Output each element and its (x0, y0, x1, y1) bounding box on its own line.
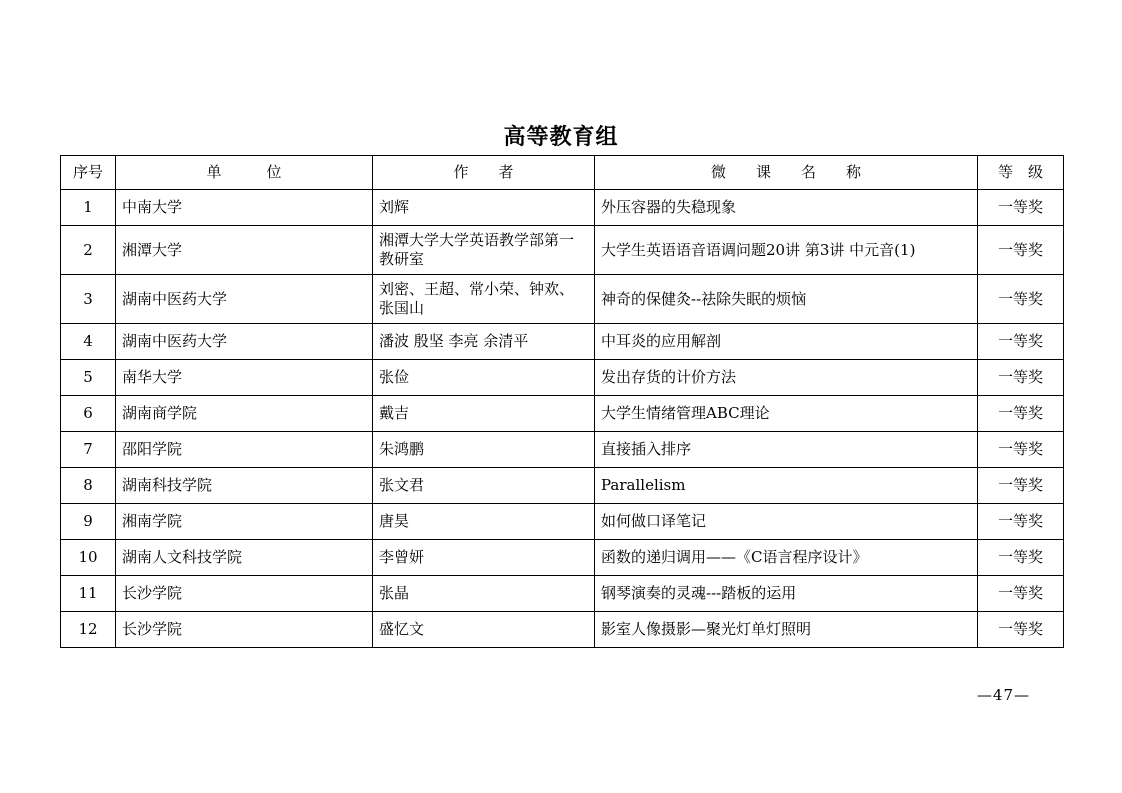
row-grade: 一等奖 (978, 360, 1064, 396)
table-row (61, 576, 1064, 612)
table-row (61, 612, 1064, 648)
row-index: 11 (61, 576, 116, 612)
row-index: 9 (61, 504, 116, 540)
row-unit: 湘南学院 (116, 504, 373, 540)
row-course: 外压容器的失稳现象 (595, 190, 978, 226)
row-grade: 一等奖 (978, 396, 1064, 432)
row-grade: 一等奖 (978, 540, 1064, 576)
row-grade: 一等奖 (978, 275, 1064, 324)
row-course: 如何做口译笔记 (595, 504, 978, 540)
row-course: 大学生英语语音语调问题20讲 第3讲 中元音(1) (595, 226, 978, 275)
header-author: 作 者 (373, 156, 595, 190)
table-row (61, 226, 1064, 275)
row-course: 直接插入排序 (595, 432, 978, 468)
header-course: 微 课 名 称 (595, 156, 978, 190)
row-grade: 一等奖 (978, 226, 1064, 275)
row-course: 发出存货的计价方法 (595, 360, 978, 396)
table-row (61, 468, 1064, 504)
header-index: 序号 (61, 156, 116, 190)
row-grade: 一等奖 (978, 468, 1064, 504)
row-course: 函数的递归调用——《C语言程序设计》 (595, 540, 978, 576)
row-grade: 一等奖 (978, 432, 1064, 468)
row-index: 1 (61, 190, 116, 226)
row-course: 钢琴演奏的灵魂---踏板的运用 (595, 576, 978, 612)
page-title: 高等教育组 (503, 125, 619, 150)
table-row (61, 540, 1064, 576)
row-unit: 湖南商学院 (116, 396, 373, 432)
row-grade: 一等奖 (978, 504, 1064, 540)
row-author: 湘潭大学大学英语教学部第一教研室 (373, 226, 595, 275)
row-course: 影室人像摄影—聚光灯单灯照明 (595, 612, 978, 648)
table-row (61, 324, 1064, 360)
row-author: 李曾妍 (373, 540, 595, 576)
header-grade: 等 级 (978, 156, 1064, 190)
table-row (61, 504, 1064, 540)
table-row (61, 360, 1064, 396)
row-unit: 中南大学 (116, 190, 373, 226)
row-unit: 湘潭大学 (116, 226, 373, 275)
table-row (61, 396, 1064, 432)
row-course: Parallelism (595, 468, 978, 504)
row-author: 戴吉 (373, 396, 595, 432)
row-course: 中耳炎的应用解剖 (595, 324, 978, 360)
row-index: 3 (61, 275, 116, 324)
row-author: 刘辉 (373, 190, 595, 226)
row-author: 朱鸿鹏 (373, 432, 595, 468)
row-index: 8 (61, 468, 116, 504)
row-unit: 湖南中医药大学 (116, 275, 373, 324)
table-header-row (61, 156, 1064, 190)
row-unit: 湖南中医药大学 (116, 324, 373, 360)
row-course: 大学生情绪管理ABC理论 (595, 396, 978, 432)
row-unit: 长沙学院 (116, 576, 373, 612)
table-row (61, 432, 1064, 468)
row-unit: 长沙学院 (116, 612, 373, 648)
row-author: 张晶 (373, 576, 595, 612)
row-unit: 湖南人文科技学院 (116, 540, 373, 576)
row-unit: 邵阳学院 (116, 432, 373, 468)
row-index: 5 (61, 360, 116, 396)
row-course: 神奇的保健灸--祛除失眠的烦恼 (595, 275, 978, 324)
row-index: 6 (61, 396, 116, 432)
row-author: 唐昊 (373, 504, 595, 540)
page-number: —47— (976, 686, 1030, 704)
row-index: 12 (61, 612, 116, 648)
row-grade: 一等奖 (978, 190, 1064, 226)
row-author: 张俭 (373, 360, 595, 396)
row-author: 潘波 殷坚 李亮 余清平 (373, 324, 595, 360)
table-row (61, 190, 1064, 226)
row-grade: 一等奖 (978, 324, 1064, 360)
row-grade: 一等奖 (978, 576, 1064, 612)
row-index: 7 (61, 432, 116, 468)
table-row (61, 275, 1064, 324)
row-index: 2 (61, 226, 116, 275)
row-author: 刘密、王超、常小荣、钟欢、张国山 (373, 275, 595, 324)
row-grade: 一等奖 (978, 612, 1064, 648)
awards-table (60, 155, 1064, 648)
row-unit: 湖南科技学院 (116, 468, 373, 504)
row-index: 4 (61, 324, 116, 360)
row-unit: 南华大学 (116, 360, 373, 396)
row-author: 盛忆文 (373, 612, 595, 648)
row-author: 张文君 (373, 468, 595, 504)
header-unit: 单 位 (116, 156, 373, 190)
row-index: 10 (61, 540, 116, 576)
